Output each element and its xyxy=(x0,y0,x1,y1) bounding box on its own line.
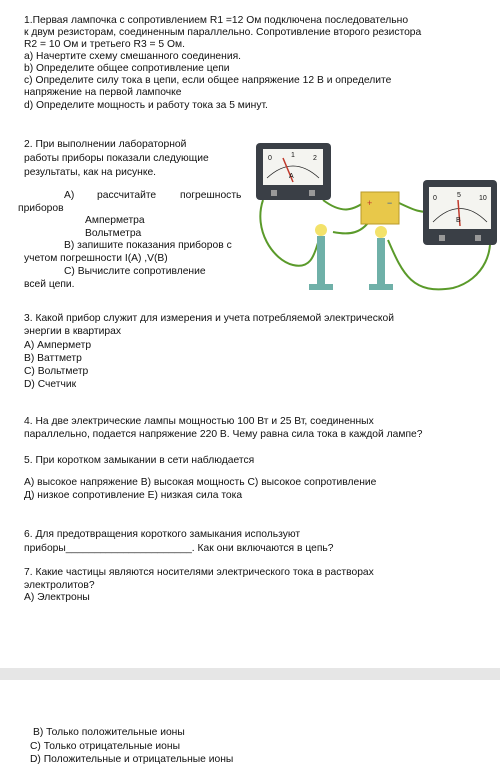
q2-a-continued: приборов xyxy=(18,203,64,214)
q2-line3: результаты, как на рисунке. xyxy=(24,167,157,178)
q6-line2: приборы______________________. Как они включаются в цепь? xyxy=(24,543,334,554)
q7-option-b: В) Только положительные ионы xyxy=(33,727,185,738)
q2-c-line1: С) Вычислите сопротивление xyxy=(64,266,206,277)
page-separator xyxy=(0,668,500,680)
q1-option-d: d) Определите мощность и работу тока за 5 минут. xyxy=(24,100,268,111)
q6-line1: 6. Для предотвращения короткого замыкания используют xyxy=(24,529,301,540)
battery-minus: − xyxy=(387,198,393,208)
q2-line1: 2. При выполнении лабораторной xyxy=(24,139,187,150)
q5-options-line1: А) высокое напряжение В) высокая мощность С) высокое сопротивление xyxy=(24,477,377,488)
q2-a-word: рассчитайте xyxy=(97,190,157,201)
battery-icon xyxy=(361,192,399,224)
ammeter-tick-2: 2 xyxy=(313,155,317,162)
ammeter-tick-1: 1 xyxy=(291,152,295,159)
q1-line1: 1.Первая лампочка с сопротивлением R1 =12 Ом подключена последовательно xyxy=(24,15,409,26)
q3-option-c: С) Вольтметр xyxy=(24,366,89,377)
q7-option-a: А) Электроны xyxy=(24,592,90,603)
q2-c-line2: всей цепи. xyxy=(24,279,75,290)
worksheet-sheet-continued xyxy=(0,680,500,773)
voltmeter-icon xyxy=(423,180,497,245)
q3-option-a: А) Амперметр xyxy=(24,340,92,351)
voltmeter-unit: B xyxy=(456,217,461,224)
voltmeter-tick-5: 5 xyxy=(457,192,461,199)
q4-line1: 4. На две электрические лампы мощностью 100 Вт и 25 Вт, соединенных xyxy=(24,416,374,427)
q2-b-line2: учетом погрешности I(A) ,V(B) xyxy=(24,253,168,264)
q3-option-d: D) Счетчик xyxy=(24,379,77,390)
q1-option-a: a) Начертите схему смешанного соединения. xyxy=(24,51,242,62)
q3-line2: энергии в квартирах xyxy=(24,326,122,337)
q4-line2: параллельно, подается напряжение 220 В. Чему равна сила тока в каждой лампе? xyxy=(24,429,423,440)
q1-line2: к двум резисторам, соединенным параллельно. Сопротивление второго резистора xyxy=(24,27,422,38)
q7-line2: электролитов? xyxy=(24,580,95,591)
q2-voltmeter: Вольтметра xyxy=(85,228,142,239)
q3-option-b: В) Ваттметр xyxy=(24,353,82,364)
ammeter-unit: A xyxy=(289,173,294,180)
q2-a-word2: погрешность xyxy=(180,190,242,201)
q1-option-c-line2: напряжение на первой лампочке xyxy=(24,87,182,98)
q2-b-line1: В) запишите показания приборов с xyxy=(64,240,232,251)
q5-line1: 5. При коротком замыкании в сети наблюдается xyxy=(24,455,255,466)
q1-option-b: b) Определите общее сопротивление цепи xyxy=(24,63,230,74)
q1-option-c-line1: c) Определите силу тока в цепи, если общее напряжение 12 В и определите xyxy=(24,75,392,86)
q7-option-c: С) Только отрицательные ионы xyxy=(30,741,180,752)
battery-plus: + xyxy=(367,198,373,208)
ammeter-tick-0: 0 xyxy=(268,155,272,162)
q7-option-d: D) Положительные и отрицательные ионы xyxy=(30,754,234,765)
bulb-right-icon xyxy=(369,226,393,290)
q1-line3: R2 = 10 Ом и третьего R3 = 5 Ом. xyxy=(24,39,185,50)
q2-a-label: А) xyxy=(64,190,75,201)
apparatus-illustration xyxy=(253,140,498,300)
q2-line2: работы приборы показали следующие xyxy=(24,153,209,164)
q7-line1: 7. Какие частицы являются носителями электрического тока в растворах xyxy=(24,567,374,578)
voltmeter-tick-0: 0 xyxy=(433,195,437,202)
voltmeter-tick-10: 10 xyxy=(479,195,487,202)
q2-ammeter: Амперметра xyxy=(85,215,145,226)
q3-line1: 3. Какой прибор служит для измерения и учета потребляемой электрической xyxy=(24,313,395,324)
lab-apparatus-figure xyxy=(253,140,498,300)
ammeter-icon xyxy=(256,143,331,200)
q5-options-line2: Д) низкое сопротивление Е) низкая сила тока xyxy=(24,490,243,501)
